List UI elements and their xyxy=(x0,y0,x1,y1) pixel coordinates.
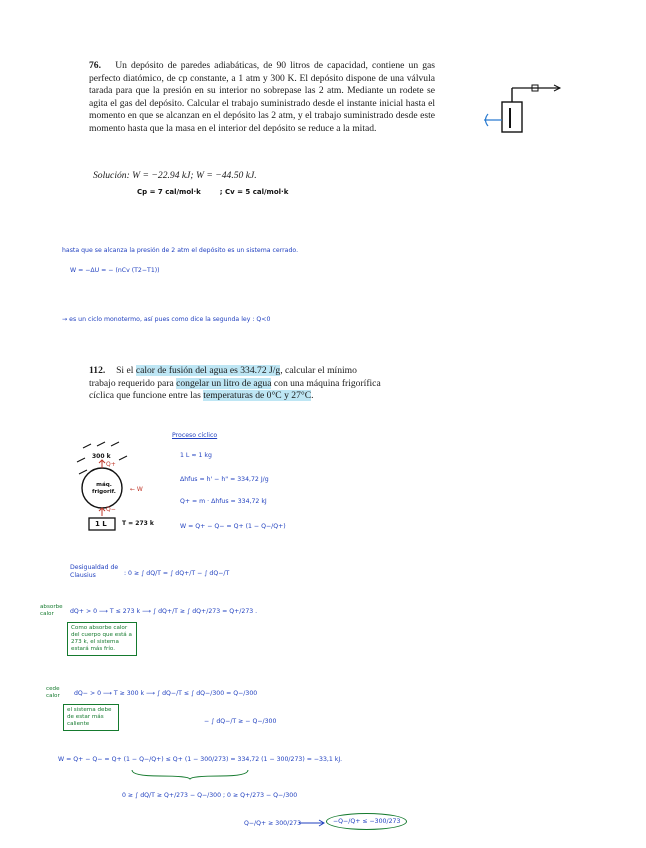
proceso-label: Proceso cíclico xyxy=(172,432,218,439)
eq-qplus: Q+ = m · Δhfus = 334,72 kJ xyxy=(180,498,267,505)
cede-eq: dQ− > 0 ⟶ T ≥ 300 k ⟶ ∫ dQ−/T ≤ ∫ dQ−/300 = Q−/300 xyxy=(74,690,258,697)
note-work-eq: W = −ΔU = − (nCv (T2−T1)) xyxy=(70,267,160,274)
diagram-qminus: Q− xyxy=(106,506,116,513)
diagram-hot: 300 k xyxy=(92,453,111,460)
diagram-w-arrow: ← W xyxy=(130,486,143,493)
note-cp: Cp = 7 cal/mol·k ; Cv = 5 cal/mol·k xyxy=(137,188,289,196)
problem-76-body: Un depósito de paredes adiabáticas, de 90 litros de capacidad, contiene un gas perfecto diatómico, de cp constante, a 1 atm y 300 K. El depósito dispone de una válvula tarada para que la presión en su interior no sobrepase las 2 atm. Mediante un rodete se agita el gas del depósito. Calcular el trabajo suministrado desde el instante inicial hasta el momento en que se alcanzan en el depósito las 2 atm, y el trabajo suministrado desde este momento hasta que la masa en el interior del depósito se reduce a la mitad. xyxy=(89,60,436,134)
work-result: W = Q+ − Q− = Q+ (1 − Q−/Q+) ≤ Q+ (1 − 300/273) = 334,72 (1 − 300/273) = −33,1 kJ. xyxy=(58,756,343,763)
ratio-arrow xyxy=(298,818,326,828)
brace-underline xyxy=(130,768,250,780)
problem-112-text: 112. Si el calor de fusión del agua es 334.72 J/g, calcular el mínimo trabajo requerido para congelar un litro de agua con una máquina frigorífica cíclica que funcione entre las temperaturas de 0°C y 27°C. xyxy=(89,365,381,402)
cede-eq2: − ∫ dQ−/T ≥ − Q−/300 xyxy=(204,718,277,725)
absorbe-label: absorbe calor xyxy=(40,604,63,617)
problem-112-number: 112. xyxy=(89,365,106,376)
tank-diagram xyxy=(480,80,570,140)
highlight-temps: temperaturas de 0°C y 27°C xyxy=(203,390,312,402)
note-closed-system: hasta que se alcanza la presión de 2 atm el depósito es un sistema cerrado. xyxy=(62,247,299,254)
diagram-machine: máq. frigorif. xyxy=(92,482,116,495)
problem-76-text xyxy=(89,60,435,136)
inequality-1: 0 ≥ ∫ dQ/T ≥ Q+/273 − Q−/300 ; 0 ≥ Q+/273 − Q−/300 xyxy=(122,792,298,799)
eq-liter: 1 L ≈ 1 kg xyxy=(180,452,212,459)
problem-76-solution: Solución: W = −22.94 kJ; W = −44.50 kJ. xyxy=(93,170,257,181)
absorbe-eq: dQ+ > 0 ⟶ T ≤ 273 k ⟶ ∫ dQ+/T ≥ ∫ dQ+/273 = Q+/273 . xyxy=(70,608,258,615)
highlight-fusion: calor de fusión del agua es 334.72 J/g xyxy=(135,365,281,376)
diagram-t-label: T = 273 k xyxy=(122,520,154,527)
boxed-result: −Q−/Q+ ≤ −300/273 xyxy=(326,813,407,830)
absorbe-note: Como absorbe calor del cuerpo que está a 273 k, el sistema estará más frío. xyxy=(67,622,137,656)
highlight-liter: congelar un litro de agua xyxy=(176,377,272,389)
ratio: Q−/Q+ ≥ 300/273 xyxy=(244,820,302,827)
clausius-label: Desigualdad de Clausius xyxy=(70,564,119,579)
cede-label: cede calor xyxy=(46,686,60,699)
eq-work: W = Q+ − Q− = Q+ (1 − Q−/Q+) xyxy=(180,523,286,530)
eq-fusion: Δhfus = h' − h" = 334,72 J/g xyxy=(180,476,269,483)
clausius-eq: : 0 ≥ ∫ dQ/T = ∫ dQ+/T − ∫ dQ−/T xyxy=(124,570,230,577)
note-cycle: → es un ciclo monotermo, así pues como dice la segunda ley : Q<0 xyxy=(62,316,271,323)
problem-76-number: 76. xyxy=(89,60,101,71)
cede-note: el sistema debe de estar más caliente xyxy=(63,704,119,731)
diagram-box: 1 L xyxy=(95,520,107,528)
diagram-qplus: Q+ xyxy=(106,461,116,468)
